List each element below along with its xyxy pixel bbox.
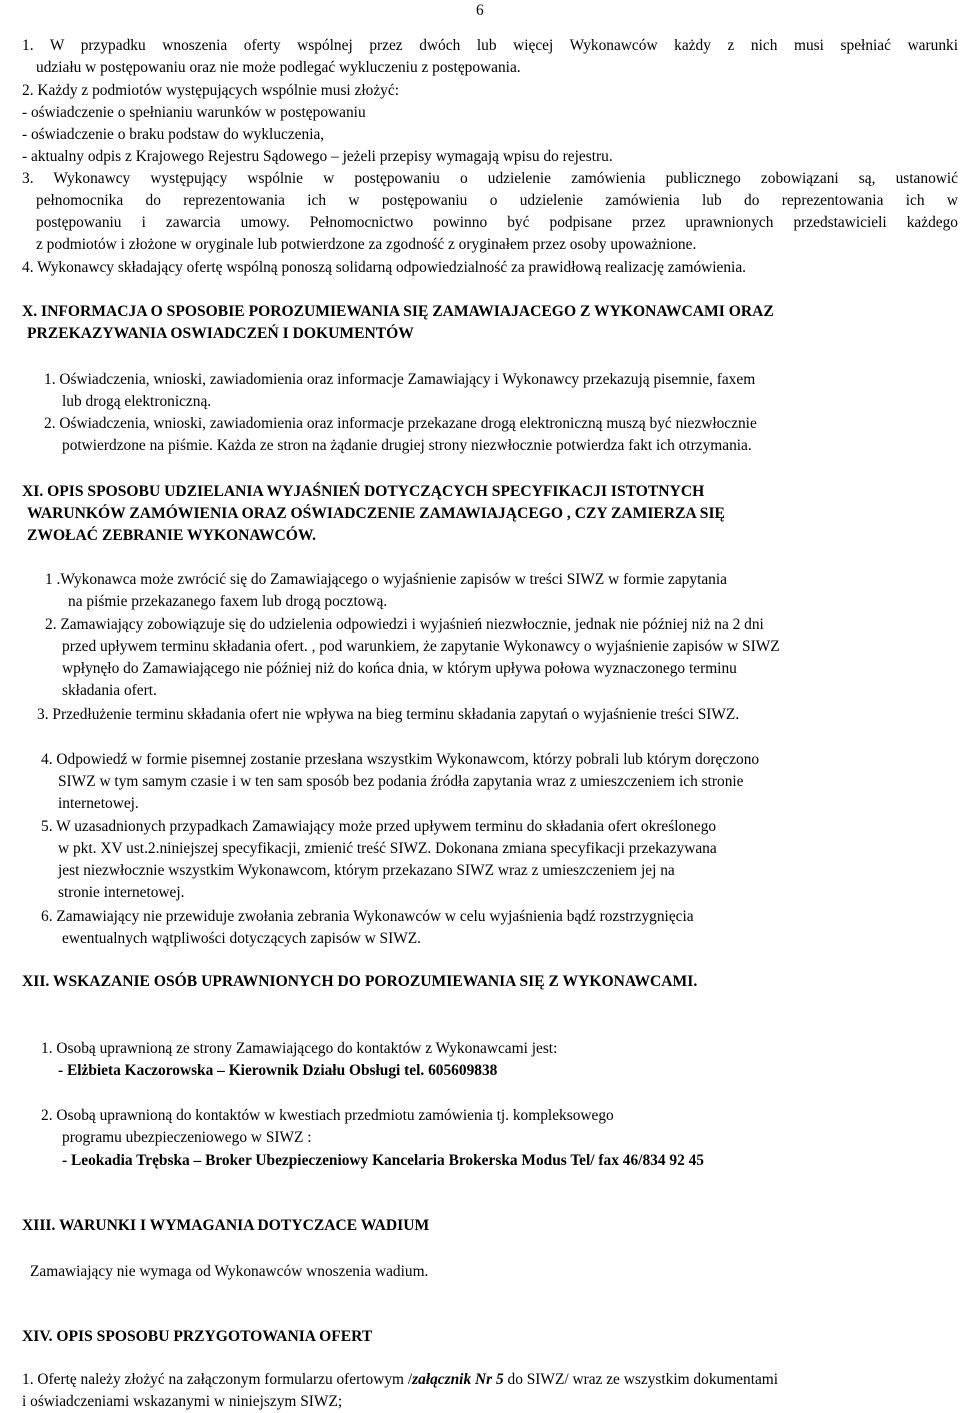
list-item-line: przed upływem terminu składania ofert. , pod warunkiem, że zapytanie Wykonawcy o wyjaśnienie zapisów w SIWZ: [62, 638, 780, 655]
paragraph: Zamawiający nie wymaga od Wykonawców wnoszenia wadium.: [30, 1263, 429, 1280]
page-number: 6: [476, 2, 484, 19]
list-item-line: internetowej.: [58, 795, 139, 812]
list-item-line: w pkt. XV ust.2.niniejszej specyfikacji, zmienić treść SIWZ. Dokonana zmiana specyfikacji przekazywana: [58, 840, 717, 857]
list-item-line: udziału w postępowaniu oraz nie może podlegać wykluczeniu z postępowania.: [36, 59, 521, 76]
list-item-line: jest niezwłocznie wszystkim Wykonawcom, którym przekazano SIWZ wraz z umieszczeniem jej na: [58, 862, 675, 879]
list-item-line: 4. Odpowiedź w formie pisemnej zostanie przesłana wszystkim Wykonawcom, którzy pobrali lub którym doręczono: [41, 751, 760, 768]
list-item-line: postępowaniu i zawarcia umowy. Pełnomocnictwo powinno być podpisane przez uprawnionych przedstawicieli każdego: [36, 214, 958, 231]
attachment-reference: załącznik Nr 5: [412, 1371, 504, 1388]
list-item-text: do SIWZ/ wraz ze wszystkim dokumentami: [503, 1371, 779, 1388]
bullet-item: - oświadczenie o braku podstaw do wykluczenia,: [22, 126, 325, 143]
list-item-line: ewentualnych wątpliwości dotyczących zapisów w SIWZ.: [62, 930, 421, 947]
section-heading: XI. OPIS SPOSOBU UDZIELANIA WYJAŚNIEŃ DOTYCZĄCYCH SPECYFIKACJI ISTOTNYCH: [22, 483, 705, 500]
list-item-line: [22, 1369, 778, 1391]
section-heading: XII. WSKAZANIE OSÓB UPRAWNIONYCH DO POROZUMIEWANIA SIĘ Z WYKONAWCAMI.: [22, 973, 698, 990]
contact-person: - Elżbieta Kaczorowska – Kierownik Działu Obsługi tel. 605609838: [58, 1062, 498, 1079]
list-item-line: pełnomocnika do reprezentowania ich w postępowaniu o udzielenie zamówienia lub do reprezentowania ich w: [36, 192, 958, 209]
list-item-line: na piśmie przekazanego faxem lub drogą pocztową.: [68, 593, 388, 610]
list-item-line: wpłynęło do Zamawiającego nie później niż do końca dnia, w którym upływa połowa wyznaczonego terminu: [62, 660, 737, 677]
section-heading: WARUNKÓW ZAMÓWIENIA ORAZ OŚWIADCZENIE ZAMAWIAJĄCEGO , CZY ZAMIERZA SIĘ: [27, 505, 725, 522]
section-heading: ZWOŁAĆ ZEBRANIE WYKONAWCÓW.: [27, 527, 316, 544]
bullet-item: - oświadczenie o spełnianiu warunków w postępowaniu: [22, 104, 366, 121]
section-heading: X. INFORMACJA O SPOSOBIE POROZUMIEWANIA SIĘ ZAMAWIAJACEGO Z WYKONAWCAMI ORAZ: [22, 303, 774, 320]
list-item-line: SIWZ w tym samym czasie i w ten sam sposób bez podania źródła zapytania wraz z umieszczeniem ich stronie: [58, 773, 744, 790]
list-item-line: 1. Osobą uprawnioną ze strony Zamawiającego do kontaktów z Wykonawcami jest:: [41, 1040, 558, 1057]
list-item-line: 6. Zamawiający nie przewiduje zwołania zebrania Wykonawców w celu wyjaśnienia bądź rozstrzygnięcia: [41, 908, 694, 925]
list-item-line: i oświadczeniami wskazanymi w niniejszym SIWZ;: [22, 1393, 343, 1410]
list-item-line: z podmiotów i złożone w oryginale lub potwierdzone za zgodność z oryginałem przez osoby upoważnione.: [36, 236, 697, 253]
list-item-line: składania ofert.: [62, 682, 157, 699]
list-item-line: potwierdzone na piśmie. Każda ze stron na żądanie drugiej strony niezwłocznie potwierdza fakt ich otrzymania.: [62, 437, 752, 454]
list-item-line: 5. W uzasadnionych przypadkach Zamawiający może przed upływem terminu do składania ofert określonego: [41, 818, 717, 835]
list-item-line: 1 .Wykonawca może zwrócić się do Zamawiającego o wyjaśnienie zapisów w treści SIWZ w formie zapytania: [45, 571, 727, 588]
list-item-line: 2. Każdy z podmiotów występujących wspólnie musi złożyć:: [22, 82, 399, 99]
contact-person: - Leokadia Trębska – Broker Ubezpieczeniowy Kancelaria Brokerska Modus Tel/ fax 46/834 92 45: [62, 1152, 705, 1169]
section-heading: XIII. WARUNKI I WYMAGANIA DOTYCZACE WADIUM: [22, 1217, 430, 1234]
section-heading: XIV. OPIS SPOSOBU PRZYGOTOWANIA OFERT: [22, 1328, 373, 1345]
list-item-line: 1. Oświadczenia, wnioski, zawiadomienia oraz informacje Zamawiający i Wykonawcy przekazują pisemnie, faxem: [44, 371, 756, 388]
list-item-line: 2. Osobą uprawnioną do kontaktów w kwestiach przedmiotu zamówienia tj. kompleksowego: [41, 1107, 614, 1124]
list-item-line: 2. Oświadczenia, wnioski, zawiadomienia oraz informacje przekazane drogą elektroniczną muszą być niezwłocznie: [44, 415, 757, 432]
list-item-line: 3. Przedłużenie terminu składania ofert nie wpływa na bieg terminu składania zapytań o wyjaśnienie treści SIWZ.: [37, 706, 740, 723]
section-heading: PRZEKAZYWANIA OSWIADCZEŃ I DOKUMENTÓW: [27, 325, 414, 342]
list-item-line: 1. W przypadku wnoszenia oferty wspólnej przez dwóch lub więcej Wykonawców każdy z nich musi spełniać warunki: [22, 37, 958, 54]
list-item-line: lub drogą elektroniczną.: [62, 393, 212, 410]
list-item-line: 3. Wykonawcy występujący wspólnie w postępowaniu o udzielenie zamówienia publicznego zobowiązani są, ustanowić: [22, 170, 958, 187]
bullet-item: - aktualny odpis z Krajowego Rejestru Sądowego – jeżeli przepisy wymagają wpisu do rejestru.: [22, 148, 613, 165]
list-item-line: 4. Wykonawcy składający ofertę wspólną ponoszą solidarną odpowiedzialność za prawidłową realizację zamówienia.: [22, 259, 747, 276]
list-item-line: stronie internetowej.: [58, 884, 185, 901]
list-item-line: programu ubezpieczeniowego w SIWZ :: [62, 1129, 312, 1146]
list-item-line: 2. Zamawiający zobowiązuje się do udzielenia odpowiedzi i wyjaśnień niezwłocznie, jednak nie później niż na 2 dni: [45, 616, 764, 633]
list-item-text: 1. Ofertę należy złożyć na załączonym formularzu ofertowym /: [22, 1371, 413, 1388]
